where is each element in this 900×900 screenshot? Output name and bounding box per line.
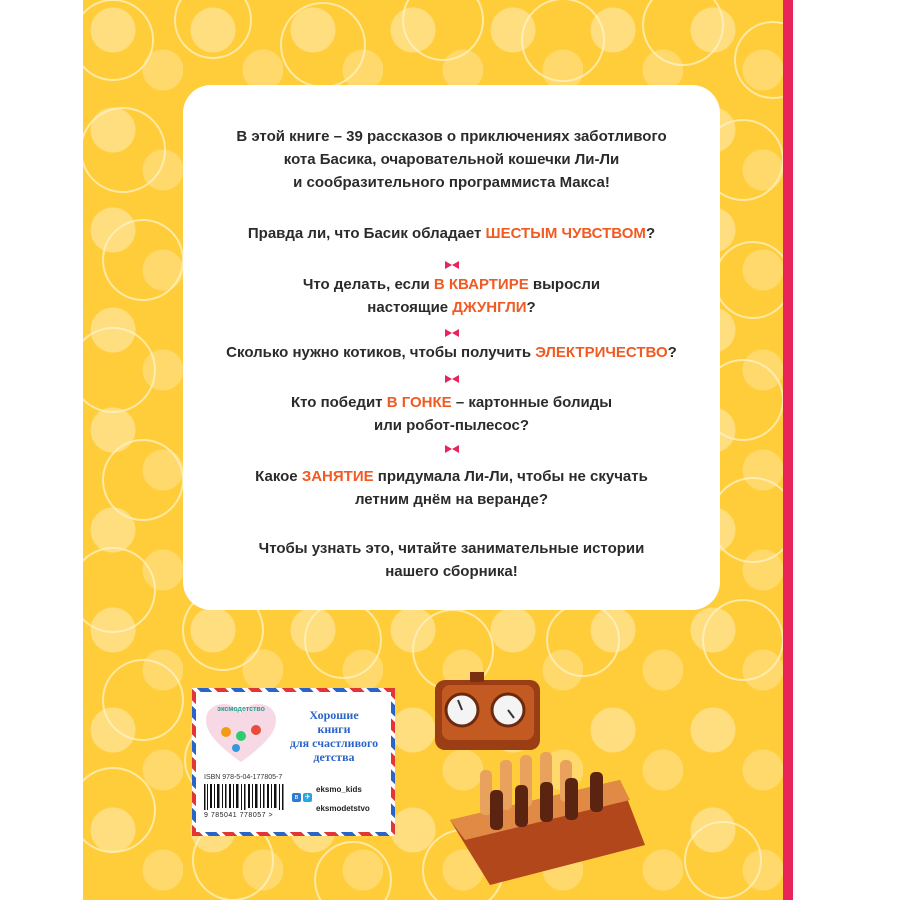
heart-logo-icon [206, 704, 276, 764]
chess-board-icon [450, 752, 645, 885]
q4-line-2: или робот-пылесос? [373, 417, 530, 434]
q1-highlight: ШЕСТЫМ ЧУВСТВОМ [485, 225, 646, 242]
q3-highlight: ЭЛЕКТРИЧЕСТВО [535, 344, 668, 361]
slogan-line-2: книги [317, 722, 351, 736]
barcode-number: 9 785041 778057 > [204, 812, 274, 819]
q4-highlight: В ГОНКЕ [386, 394, 452, 411]
q2-end: ? [526, 299, 536, 316]
social-handle-2: eksmodetstvo [316, 804, 370, 813]
publisher-badge [192, 688, 395, 836]
slogan-line-3: для счастливого [289, 736, 379, 750]
q2-highlight-1: В КВАРТИРЕ [433, 276, 529, 293]
question-4 [183, 391, 720, 437]
barcode-icon [204, 784, 288, 810]
bow-divider-icon [445, 445, 459, 453]
slogan-line-4: детства [313, 750, 355, 764]
q1-text: Правда ли, что Басик обладает [247, 225, 486, 242]
q4-text: Кто победит [290, 394, 387, 411]
intro-line-3: и сообразительного программиста Макса! [293, 174, 610, 191]
question-5 [183, 465, 720, 511]
intro-text [183, 125, 720, 194]
description-card [183, 85, 720, 610]
q2-highlight-2: ДЖУНГЛИ [452, 299, 527, 316]
telegram-icon: ✈ [304, 794, 311, 801]
intro-line-2: кота Басика, очаровательной кошечки Ли-Ли [283, 151, 620, 168]
slogan [284, 708, 384, 764]
isbn-text: ISBN 978-5-04-177805-7 [204, 774, 283, 781]
intro-line-1: В этой книге – 39 рассказов о приключениях заботливого [236, 128, 667, 145]
chess-clock-icon [435, 672, 540, 750]
q5-line-2: летним днём на веранде? [354, 491, 549, 508]
q2-text: Что делать, если [302, 276, 434, 293]
q5-text: Какое [255, 468, 302, 485]
question-3 [183, 341, 720, 364]
q3-text: Сколько нужно котиков, чтобы получить [226, 344, 536, 361]
bow-divider-icon [445, 261, 459, 269]
bow-divider-icon [445, 375, 459, 383]
q1-end: ? [645, 225, 656, 242]
question-1 [183, 222, 720, 245]
bow-divider-icon [445, 329, 459, 337]
outro-line-2: нашего сборника! [385, 563, 518, 580]
q5-highlight: ЗАНЯТИЕ [301, 468, 374, 485]
vk-icon: в [292, 793, 301, 802]
outro-text [183, 537, 720, 583]
question-2 [183, 273, 720, 319]
outro-line-1: Чтобы узнать это, читайте занимательные истории [258, 540, 645, 557]
q3-end: ? [667, 344, 677, 361]
pink-spine-edge [783, 0, 793, 900]
heart-logo-text: эксмодетство [217, 706, 265, 713]
social-icons [292, 786, 314, 804]
social-handle-1: eksmo_kids [316, 785, 362, 794]
slogan-line-1: Хорошие [309, 708, 359, 722]
q5-text-2: придумала Ли-Ли, чтобы не скучать [373, 468, 648, 485]
q2-text-3: настоящие [367, 299, 453, 316]
q4-text-2: – картонные болиды [451, 394, 613, 411]
q2-text-2: выросли [528, 276, 601, 293]
chess-illustration [430, 660, 650, 890]
